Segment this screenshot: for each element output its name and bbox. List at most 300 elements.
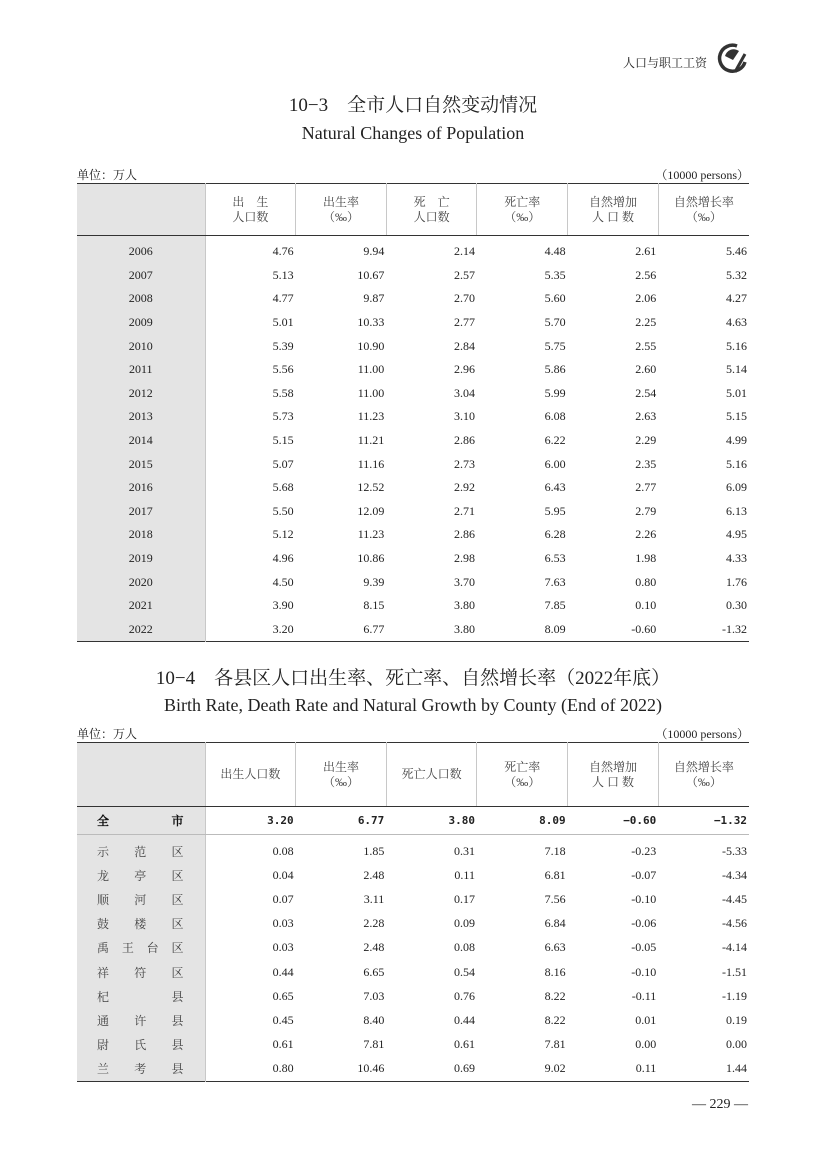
value-cell: 12.52 [357, 480, 385, 495]
county-name-char: 楼 [134, 917, 147, 932]
value-cell: 3.10 [453, 409, 475, 424]
value-cell: 4.48 [544, 244, 566, 259]
county-name-char: 尉 [97, 1038, 110, 1053]
table-row [77, 835, 749, 864]
county-cell [77, 887, 205, 911]
county-name-char: 亭 [134, 868, 147, 883]
table2-col-header [296, 743, 387, 807]
county-name-char: 区 [171, 941, 184, 956]
table2-unit-row [77, 725, 749, 742]
county-name-char: 许 [134, 1013, 147, 1028]
value-cell: 5.58 [272, 385, 294, 400]
value-cell: -4.34 [722, 867, 747, 882]
value-cell: 2.77 [453, 315, 475, 330]
table1-col-header-line: 自然增长率 [673, 194, 734, 209]
year-cell: 2011 [77, 358, 205, 382]
value-cell: 2.55 [635, 338, 657, 353]
county-cell [77, 1057, 205, 1082]
county-name-char: 通 [97, 1013, 110, 1028]
value-cell: 4.96 [272, 551, 294, 566]
county-name-char: 区 [171, 892, 184, 907]
table-row [77, 236, 749, 264]
value-cell: 2.56 [635, 267, 657, 282]
value-cell: 11.23 [357, 409, 385, 424]
county-cell [77, 863, 205, 887]
value-cell: 6.65 [363, 964, 385, 979]
value-cell: 8.09 [477, 807, 568, 835]
value-cell: 2.48 [363, 867, 385, 882]
table1-col-header [386, 184, 477, 236]
county-rates-table [77, 742, 749, 1082]
value-cell: 4.76 [272, 244, 294, 259]
value-cell: 5.75 [544, 338, 566, 353]
county-name [77, 812, 205, 829]
table-row [77, 476, 749, 500]
table1-col-header-line: （‰） [504, 209, 541, 224]
value-cell: 5.15 [272, 433, 294, 448]
value-cell: 5.39 [272, 338, 294, 353]
value-cell: 8.09 [544, 621, 566, 636]
year-cell: 2019 [77, 547, 205, 571]
value-cell: 1.98 [635, 551, 657, 566]
table-row [77, 264, 749, 288]
table-row [77, 1033, 749, 1057]
county-cell [77, 1033, 205, 1057]
county-name-char: 县 [171, 1062, 184, 1077]
value-cell: 11.00 [357, 385, 385, 400]
value-cell: 6.84 [544, 916, 566, 931]
value-cell: 0.80 [635, 574, 657, 589]
table-row [77, 523, 749, 547]
value-cell: 5.32 [726, 267, 747, 282]
county-name-char: 顺 [97, 892, 110, 907]
value-cell: 2.06 [635, 291, 657, 306]
table-row [77, 547, 749, 571]
value-cell: 4.95 [726, 527, 747, 542]
value-cell: 5.07 [272, 456, 294, 471]
table-row [77, 382, 749, 406]
value-cell: −0.60 [568, 807, 659, 835]
table1-unit-row [77, 166, 749, 183]
value-cell: 0.45 [272, 1012, 294, 1027]
value-cell: 6.53 [544, 551, 566, 566]
value-cell: -0.60 [631, 621, 657, 636]
table1-col-header-line: （‰） [685, 209, 722, 224]
table2-col-header [205, 743, 296, 807]
value-cell: 0.61 [453, 1037, 475, 1052]
table2-col-header [568, 743, 659, 807]
county-name-char: 兰 [97, 1062, 110, 1077]
value-cell: -0.10 [631, 964, 657, 979]
value-cell: 4.50 [272, 574, 294, 589]
value-cell: 3.80 [453, 621, 475, 636]
county-name-char: 县 [171, 1013, 184, 1028]
year-cell: 2020 [77, 570, 205, 594]
table2-col-header [477, 743, 568, 807]
value-cell: 1.76 [726, 574, 747, 589]
county-name [77, 843, 205, 860]
table2-col-header [658, 743, 749, 807]
value-cell: 6.08 [544, 409, 566, 424]
value-cell: 8.22 [544, 1012, 566, 1027]
year-cell: 2007 [77, 264, 205, 288]
value-cell: 2.54 [635, 385, 657, 400]
value-cell: 8.40 [363, 1012, 385, 1027]
value-cell: 11.00 [357, 362, 385, 377]
year-cell: 2013 [77, 405, 205, 429]
value-cell: 3.04 [453, 385, 475, 400]
value-cell: 0.44 [272, 964, 294, 979]
table1-title-en: Natural Changes of Population [301, 123, 525, 143]
value-cell: 4.77 [272, 291, 294, 306]
county-cell [77, 807, 205, 835]
table-row [77, 618, 749, 642]
value-cell: 5.16 [726, 338, 747, 353]
table1-col-header [568, 184, 659, 236]
value-cell: 2.26 [635, 527, 657, 542]
year-cell: 2022 [77, 618, 205, 642]
table1-col-header [477, 184, 568, 236]
value-cell: -0.07 [631, 867, 657, 882]
value-cell: 5.01 [726, 385, 747, 400]
value-cell: 5.60 [544, 291, 566, 306]
value-cell: 5.95 [544, 503, 566, 518]
value-cell: 10.46 [357, 1061, 385, 1076]
value-cell: 7.56 [544, 891, 566, 906]
value-cell: 5.99 [544, 385, 566, 400]
county-name-char: 示 [97, 844, 110, 859]
value-cell: 6.22 [544, 433, 566, 448]
value-cell: 2.14 [453, 244, 475, 259]
value-cell: 10.67 [357, 267, 385, 282]
value-cell: 0.30 [726, 598, 747, 613]
value-cell: 5.86 [544, 362, 566, 377]
value-cell: 0.76 [453, 988, 475, 1003]
value-cell: -0.11 [631, 988, 657, 1003]
county-name-char: 王 [121, 941, 134, 956]
value-cell: 5.68 [272, 480, 294, 495]
county-name [77, 915, 205, 932]
county-cell [77, 960, 205, 984]
county-name-char: 区 [171, 965, 184, 980]
year-cell: 2015 [77, 452, 205, 476]
value-cell: 2.25 [635, 315, 657, 330]
table2-col-header-line: 出生人口数 [220, 767, 281, 781]
value-cell: 0.31 [453, 843, 475, 858]
table-row [77, 405, 749, 429]
value-cell: 3.80 [386, 807, 477, 835]
table1-col-header [658, 184, 749, 236]
table2-unit-cn: 单位：万人 [77, 727, 138, 741]
county-name-char: 区 [171, 868, 184, 883]
value-cell: 10.90 [357, 338, 385, 353]
table-row [77, 887, 749, 911]
table2-col-header-line: 自然增长率 [673, 759, 734, 774]
table-row [77, 912, 749, 936]
table2-col-header-line: （‰） [322, 774, 359, 789]
value-cell: 11.16 [357, 456, 385, 471]
county-name [77, 867, 205, 884]
value-cell: 0.00 [726, 1037, 747, 1052]
value-cell: 11.21 [357, 433, 385, 448]
year-cell: 2009 [77, 311, 205, 335]
value-cell: 9.94 [363, 244, 385, 259]
table-row [77, 863, 749, 887]
value-cell: 6.43 [544, 480, 566, 495]
value-cell: 9.87 [363, 291, 385, 306]
year-cell: 2006 [77, 236, 205, 264]
county-cell [77, 1008, 205, 1032]
value-cell: 2.48 [363, 940, 385, 955]
value-cell: 4.27 [726, 291, 747, 306]
county-name [77, 891, 205, 908]
county-name [77, 964, 205, 981]
value-cell: 2.98 [453, 551, 475, 566]
value-cell: 5.01 [272, 315, 294, 330]
value-cell: 8.16 [544, 964, 566, 979]
value-cell: 0.00 [635, 1037, 657, 1052]
table1-unit-en: （10000 persons） [655, 168, 749, 182]
value-cell: 6.77 [363, 621, 385, 636]
table-row [77, 984, 749, 1008]
county-name-char: 县 [171, 989, 184, 1004]
value-cell: 11.23 [357, 527, 385, 542]
year-cell: 2017 [77, 500, 205, 524]
table1-col-header-line: 自然增加 [588, 194, 637, 209]
table1-title-cn: 10−3 全市人口自然变动情况 [288, 95, 538, 116]
table-row [77, 452, 749, 476]
table1-col-header-line: 人 口 数 [591, 209, 634, 224]
year-cell: 2016 [77, 476, 205, 500]
table1-col-header-line: 人口数 [232, 209, 269, 224]
table2-col-header-line: 人 口 数 [591, 774, 634, 789]
county-name-char: 河 [134, 892, 147, 907]
value-cell: -1.19 [722, 988, 747, 1003]
table2-unit-en: （10000 persons） [655, 727, 749, 741]
county-name-char: 县 [171, 1038, 184, 1053]
value-cell: 2.71 [453, 503, 475, 518]
table1-col-header-line: 出 生 [232, 194, 269, 209]
value-cell: 7.81 [363, 1037, 385, 1052]
county-cell [77, 912, 205, 936]
value-cell: 0.80 [272, 1061, 294, 1076]
value-cell: -4.56 [722, 916, 747, 931]
table-row [77, 429, 749, 453]
value-cell: 7.03 [363, 988, 385, 1003]
county-cell [77, 936, 205, 960]
county-name-char: 祥 [97, 965, 110, 980]
table1-col-header-line: 出生率 [322, 194, 359, 209]
value-cell: -4.45 [722, 891, 747, 906]
value-cell: 2.29 [635, 433, 657, 448]
value-cell: 3.90 [272, 598, 294, 613]
value-cell: 8.15 [363, 598, 385, 613]
value-cell: 2.35 [635, 456, 657, 471]
value-cell: 5.70 [544, 315, 566, 330]
value-cell: 4.99 [726, 433, 747, 448]
county-name-char: 区 [171, 844, 184, 859]
table1-col-header [205, 184, 296, 236]
value-cell: 2.86 [453, 527, 475, 542]
table1-unit-cn: 单位：万人 [77, 168, 138, 182]
county-name-char: 台 [146, 941, 159, 956]
value-cell: 2.73 [453, 456, 475, 471]
total-row [77, 807, 749, 835]
value-cell: -5.33 [722, 843, 747, 858]
table-row [77, 1057, 749, 1082]
table-row [77, 594, 749, 618]
value-cell: 0.61 [272, 1037, 294, 1052]
chapter-logo-icon [715, 42, 749, 76]
value-cell: 2.70 [453, 291, 475, 306]
value-cell: 10.33 [357, 315, 385, 330]
table2-col-header-line: 出生率 [322, 759, 359, 774]
county-name [77, 1060, 205, 1077]
value-cell: 0.04 [272, 867, 294, 882]
value-cell: 7.81 [544, 1037, 566, 1052]
value-cell: −1.32 [658, 807, 749, 835]
value-cell: 6.63 [544, 940, 566, 955]
table2-col-header-line: 自然增加 [588, 759, 637, 774]
value-cell: 1.44 [726, 1061, 747, 1076]
table-row [77, 334, 749, 358]
value-cell: 5.13 [272, 267, 294, 282]
value-cell: -0.05 [631, 940, 657, 955]
value-cell: 2.96 [453, 362, 475, 377]
value-cell: 2.86 [453, 433, 475, 448]
value-cell: 6.81 [544, 867, 566, 882]
value-cell: 0.19 [726, 1012, 747, 1027]
year-cell: 2010 [77, 334, 205, 358]
county-name-char: 龙 [97, 868, 110, 883]
value-cell: 7.85 [544, 598, 566, 613]
value-cell: 3.11 [363, 891, 385, 906]
year-cell: 2018 [77, 523, 205, 547]
value-cell: 0.65 [272, 988, 294, 1003]
value-cell: -4.14 [722, 940, 747, 955]
year-cell: 2021 [77, 594, 205, 618]
value-cell: 0.03 [272, 916, 294, 931]
value-cell: 5.73 [272, 409, 294, 424]
county-name [77, 988, 205, 1005]
value-cell: 0.08 [272, 843, 294, 858]
value-cell: 5.56 [272, 362, 294, 377]
value-cell: 2.79 [635, 503, 657, 518]
value-cell: -0.06 [631, 916, 657, 931]
table-row [77, 570, 749, 594]
table-row [77, 287, 749, 311]
value-cell: 5.35 [544, 267, 566, 282]
county-name-char: 范 [134, 844, 147, 859]
table1-corner-cell [77, 184, 205, 236]
value-cell: 9.39 [363, 574, 385, 589]
section-title: 人口与职工工资 [622, 55, 707, 70]
county-name-char: 氏 [134, 1038, 147, 1053]
year-cell: 2014 [77, 429, 205, 453]
county-name-char: 区 [171, 917, 184, 932]
table2-title-en: Birth Rate, Death Rate and Natural Growth by County (End of 2022) [164, 695, 662, 715]
value-cell: 8.22 [544, 988, 566, 1003]
value-cell: 2.61 [635, 244, 657, 259]
value-cell: 0.01 [635, 1012, 657, 1027]
running-header [623, 42, 749, 76]
table1-col-header-line: 死亡率 [504, 194, 541, 209]
value-cell: 5.12 [272, 527, 294, 542]
table-row [77, 960, 749, 984]
value-cell: 0.17 [453, 891, 475, 906]
value-cell: 0.69 [453, 1061, 475, 1076]
value-cell: 5.15 [726, 409, 747, 424]
table2-col-header-line: 死亡人口数 [401, 767, 462, 781]
value-cell: 5.14 [726, 362, 747, 377]
table2-col-header-line: （‰） [685, 774, 722, 789]
county-name [77, 1036, 205, 1053]
value-cell: 2.63 [635, 409, 657, 424]
county-name-char: 杞 [97, 989, 110, 1004]
value-cell: 7.63 [544, 574, 566, 589]
value-cell: 0.54 [453, 964, 475, 979]
county-cell [77, 984, 205, 1008]
value-cell: 6.00 [544, 456, 566, 471]
table1-col-header-line: （‰） [322, 209, 359, 224]
value-cell: 0.07 [272, 891, 294, 906]
table1-col-header-line: 死 亡 [413, 194, 450, 209]
value-cell: 2.84 [453, 338, 475, 353]
value-cell: 0.11 [454, 867, 475, 882]
county-name-char: 全 [97, 814, 110, 828]
value-cell: 12.09 [357, 503, 385, 518]
value-cell: 5.50 [272, 503, 294, 518]
value-cell: 2.92 [453, 480, 475, 495]
value-cell: 0.09 [453, 916, 475, 931]
county-name-char: 考 [134, 1062, 147, 1077]
value-cell: 6.13 [726, 503, 747, 518]
value-cell: 2.60 [635, 362, 657, 377]
value-cell: 7.18 [544, 843, 566, 858]
value-cell: 2.28 [363, 916, 385, 931]
county-cell [77, 835, 205, 864]
table2-col-header-line: 死亡率 [504, 759, 541, 774]
value-cell: 6.77 [296, 807, 387, 835]
value-cell: 6.09 [726, 480, 747, 495]
value-cell: 0.11 [635, 1061, 657, 1076]
value-cell: -1.32 [722, 621, 747, 636]
year-cell: 2008 [77, 287, 205, 311]
table-row [77, 1008, 749, 1032]
value-cell: 0.44 [453, 1012, 475, 1027]
year-cell: 2012 [77, 382, 205, 406]
value-cell: 2.57 [453, 267, 475, 282]
value-cell: 0.03 [272, 940, 294, 955]
table-row [77, 500, 749, 524]
population-changes-table [77, 183, 749, 642]
value-cell: -0.10 [631, 891, 657, 906]
value-cell: 5.16 [726, 456, 747, 471]
value-cell: 1.85 [363, 843, 385, 858]
table1-col-header [296, 184, 387, 236]
value-cell: 2.77 [635, 480, 657, 495]
county-name-char: 禹 [97, 941, 110, 956]
value-cell: 0.08 [453, 940, 475, 955]
table2-col-header-line: （‰） [504, 774, 541, 789]
table-row [77, 311, 749, 335]
county-name-char: 市 [171, 814, 184, 828]
value-cell: 6.28 [544, 527, 566, 542]
value-cell: 3.20 [272, 621, 294, 636]
value-cell: 4.63 [726, 315, 747, 330]
table2-col-header [386, 743, 477, 807]
table1-col-header-line: 人口数 [413, 209, 450, 224]
